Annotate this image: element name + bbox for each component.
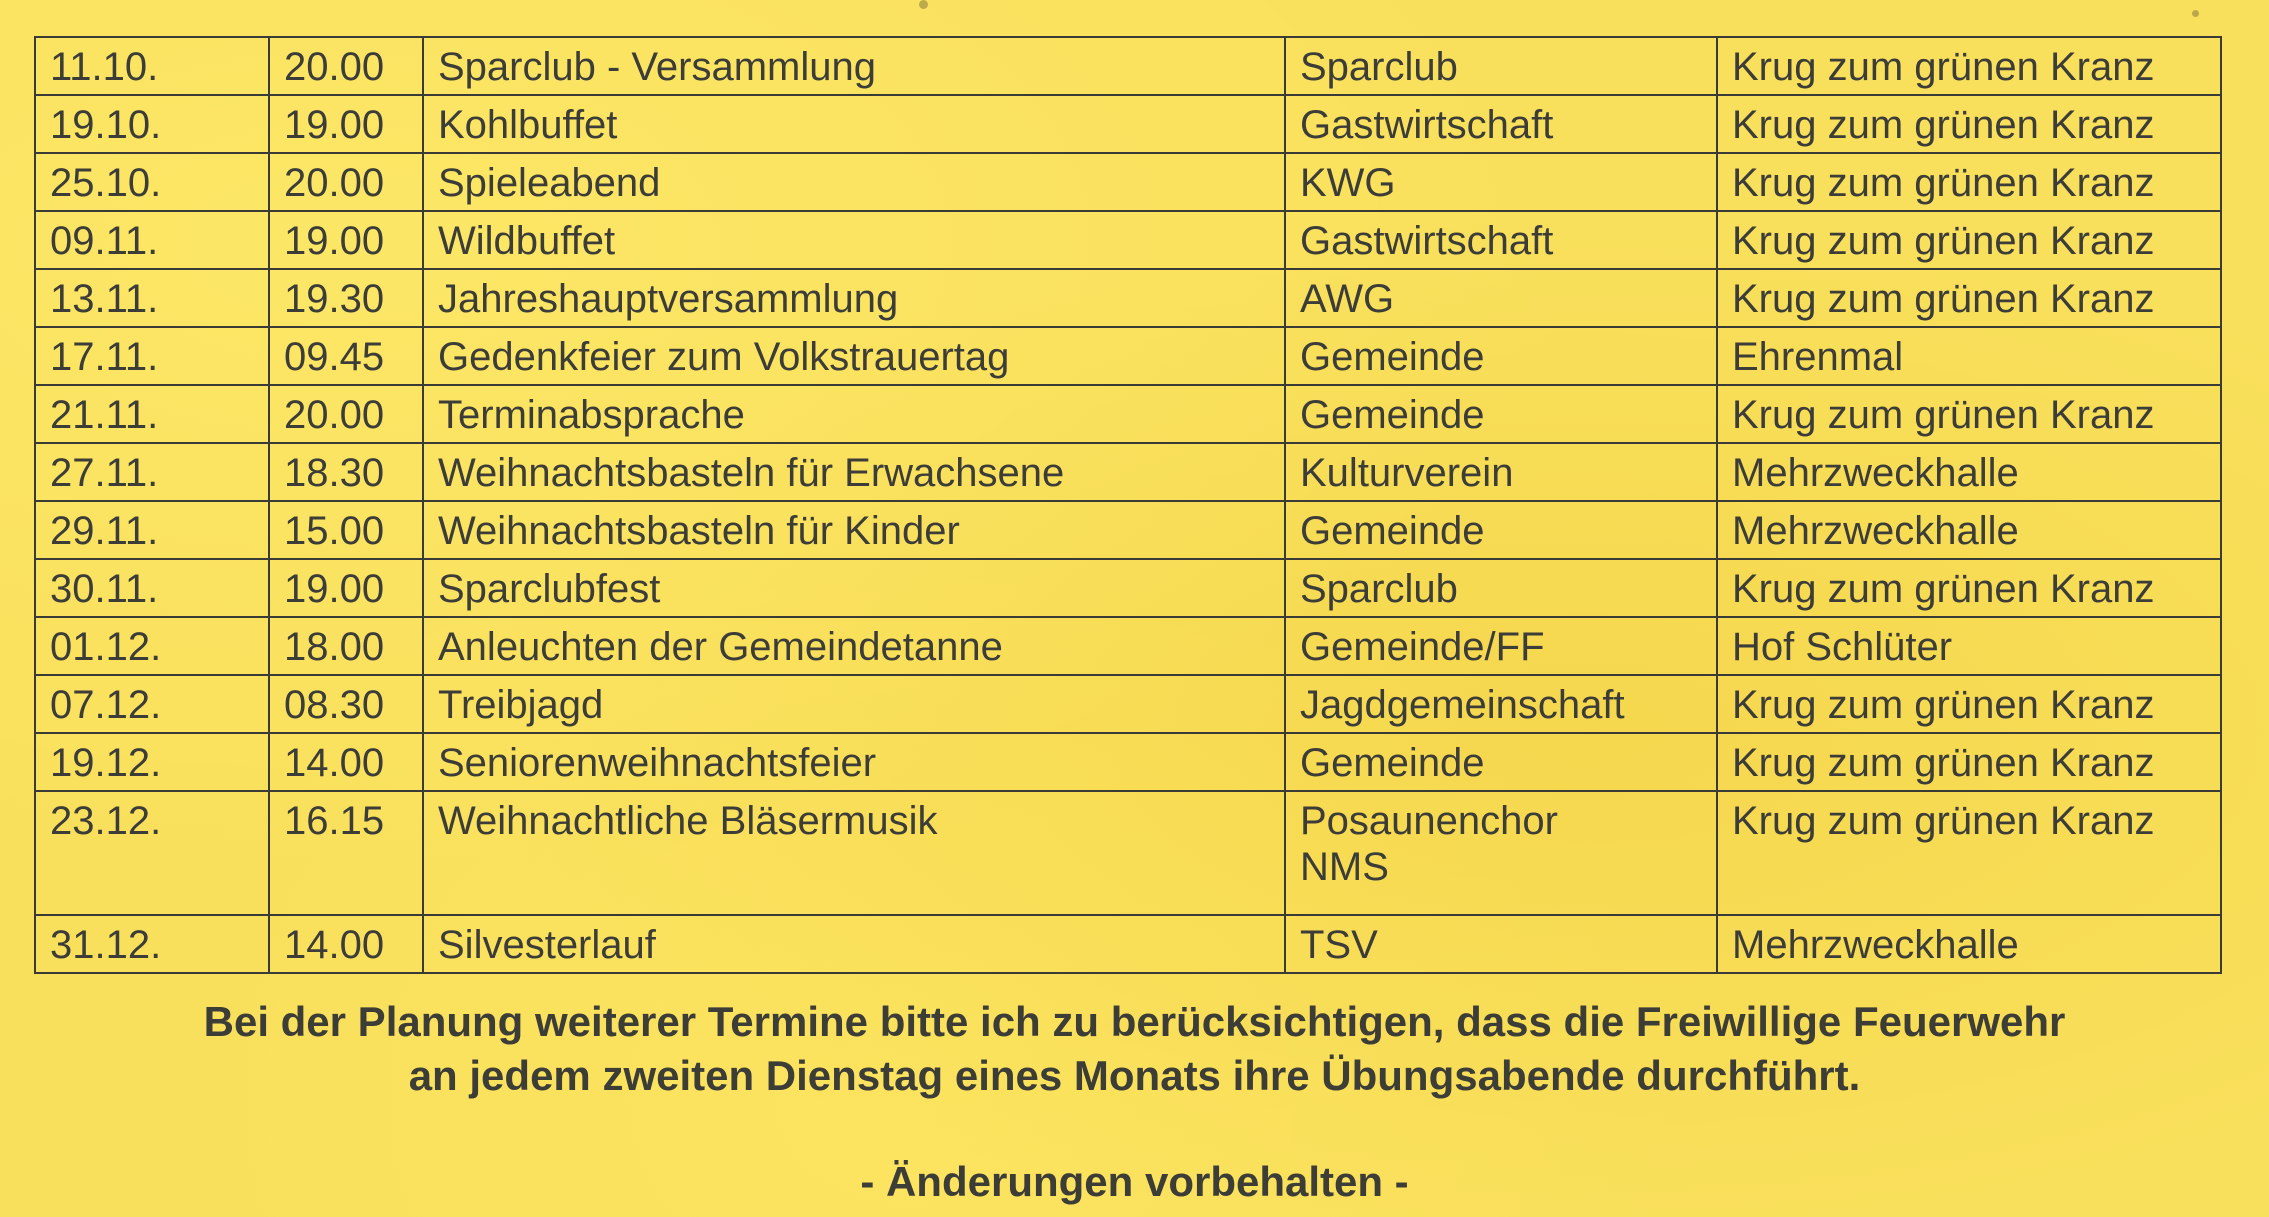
organizer-line: Gastwirtschaft [1300, 103, 1554, 147]
table-row [35, 153, 2221, 211]
event-cell: Weihnachtsbasteln für Kinder [423, 501, 1285, 559]
organizer-cell [1285, 385, 1717, 443]
table-row [35, 443, 2221, 501]
event-cell: Jahreshauptversammlung [423, 269, 1285, 327]
date-cell: 01.12. [35, 617, 269, 675]
organizer-cell [1285, 791, 1717, 915]
organizer-cell [1285, 915, 1717, 973]
location-cell: Krug zum grünen Kranz [1717, 559, 2221, 617]
table-row [35, 559, 2221, 617]
organizer-cell [1285, 559, 1717, 617]
table-row [35, 269, 2221, 327]
organizer-line: Gemeinde [1300, 335, 1485, 379]
organizer-line: Gemeinde/FF [1300, 625, 1545, 669]
time-cell: 19.00 [269, 211, 423, 269]
organizer-cell [1285, 95, 1717, 153]
date-cell: 27.11. [35, 443, 269, 501]
time-cell: 08.30 [269, 675, 423, 733]
event-schedule-table [34, 36, 2222, 974]
location-cell: Krug zum grünen Kranz [1717, 95, 2221, 153]
paper-speck [2192, 10, 2199, 17]
location-cell: Mehrzweckhalle [1717, 443, 2221, 501]
time-cell: 15.00 [269, 501, 423, 559]
organizer-line: Gemeinde [1300, 509, 1485, 553]
notice-line-2: an jedem zweiten Dienstag eines Monats ihre Übungsabende durchführt. [408, 1052, 1861, 1099]
table-row [35, 385, 2221, 443]
location-cell: Ehrenmal [1717, 327, 2221, 385]
organizer-line: Gemeinde [1300, 393, 1485, 437]
event-cell: Gedenkfeier zum Volkstrauertag [423, 327, 1285, 385]
table-row [35, 211, 2221, 269]
time-cell: 14.00 [269, 915, 423, 973]
organizer-line: Sparclub [1300, 567, 1458, 611]
table-row [35, 915, 2221, 973]
table-row [35, 733, 2221, 791]
organizer-line: Posaunenchor [1300, 799, 1558, 843]
paper-speck [919, 0, 928, 9]
location-cell: Krug zum grünen Kranz [1717, 791, 2221, 915]
organizer-cell [1285, 211, 1717, 269]
time-cell: 14.00 [269, 733, 423, 791]
organizer-line: NMS [1300, 845, 1389, 889]
location-cell: Krug zum grünen Kranz [1717, 269, 2221, 327]
time-cell: 18.00 [269, 617, 423, 675]
organizer-cell [1285, 269, 1717, 327]
location-cell: Krug zum grünen Kranz [1717, 675, 2221, 733]
organizer-line: Jagdgemeinschaft [1300, 683, 1625, 727]
location-cell: Krug zum grünen Kranz [1717, 37, 2221, 95]
time-cell: 16.15 [269, 791, 423, 915]
location-cell: Hof Schlüter [1717, 617, 2221, 675]
date-cell: 19.10. [35, 95, 269, 153]
location-cell: Mehrzweckhalle [1717, 501, 2221, 559]
organizer-cell [1285, 37, 1717, 95]
time-cell: 19.00 [269, 95, 423, 153]
location-cell: Krug zum grünen Kranz [1717, 385, 2221, 443]
table-row [35, 327, 2221, 385]
organizer-line: Sparclub [1300, 45, 1458, 89]
time-cell: 19.30 [269, 269, 423, 327]
organizer-line: Gemeinde [1300, 741, 1485, 785]
event-cell: Seniorenweihnachtsfeier [423, 733, 1285, 791]
location-cell: Krug zum grünen Kranz [1717, 211, 2221, 269]
date-cell: 29.11. [35, 501, 269, 559]
time-cell: 19.00 [269, 559, 423, 617]
time-cell: 20.00 [269, 37, 423, 95]
event-cell: Spieleabend [423, 153, 1285, 211]
organizer-line: Kulturverein [1300, 451, 1514, 495]
event-cell: Anleuchten der Gemeindetanne [423, 617, 1285, 675]
time-cell: 18.30 [269, 443, 423, 501]
organizer-cell [1285, 675, 1717, 733]
date-cell: 19.12. [35, 733, 269, 791]
table-row [35, 501, 2221, 559]
event-cell: Wildbuffet [423, 211, 1285, 269]
changes-reserved-footer: - Änderungen vorbehalten - [860, 1158, 1409, 1205]
organizer-cell [1285, 327, 1717, 385]
table-row [35, 675, 2221, 733]
event-cell: Sparclub - Versammlung [423, 37, 1285, 95]
event-cell: Weihnachtliche Bläsermusik [423, 791, 1285, 915]
notice-line-1: Bei der Planung weiterer Termine bitte ich zu berücksichtigen, dass die Freiwillige Feuerwehr [203, 998, 2066, 1045]
event-cell: Silvesterlauf [423, 915, 1285, 973]
organizer-cell [1285, 733, 1717, 791]
table-row [35, 95, 2221, 153]
date-cell: 30.11. [35, 559, 269, 617]
time-cell: 20.00 [269, 153, 423, 211]
date-cell: 07.12. [35, 675, 269, 733]
time-cell: 09.45 [269, 327, 423, 385]
date-cell: 23.12. [35, 791, 269, 915]
date-cell: 13.11. [35, 269, 269, 327]
location-cell: Krug zum grünen Kranz [1717, 733, 2221, 791]
event-cell: Terminabsprache [423, 385, 1285, 443]
organizer-line: KWG [1300, 161, 1396, 205]
date-cell: 09.11. [35, 211, 269, 269]
event-cell: Kohlbuffet [423, 95, 1285, 153]
organizer-cell [1285, 153, 1717, 211]
table-row [35, 617, 2221, 675]
location-cell: Krug zum grünen Kranz [1717, 153, 2221, 211]
organizer-cell [1285, 443, 1717, 501]
location-cell: Mehrzweckhalle [1717, 915, 2221, 973]
organizer-line: AWG [1300, 277, 1395, 321]
date-cell: 11.10. [35, 37, 269, 95]
event-cell: Weihnachtsbasteln für Erwachsene [423, 443, 1285, 501]
table-row [35, 791, 2221, 915]
organizer-cell [1285, 501, 1717, 559]
organizer-line: Gastwirtschaft [1300, 219, 1554, 263]
date-cell: 31.12. [35, 915, 269, 973]
schedule-body [35, 37, 2221, 973]
event-cell: Sparclubfest [423, 559, 1285, 617]
organizer-cell [1285, 617, 1717, 675]
table-row [35, 37, 2221, 95]
date-cell: 25.10. [35, 153, 269, 211]
date-cell: 17.11. [35, 327, 269, 385]
time-cell: 20.00 [269, 385, 423, 443]
organizer-line: TSV [1300, 923, 1378, 967]
event-cell: Treibjagd [423, 675, 1285, 733]
date-cell: 21.11. [35, 385, 269, 443]
